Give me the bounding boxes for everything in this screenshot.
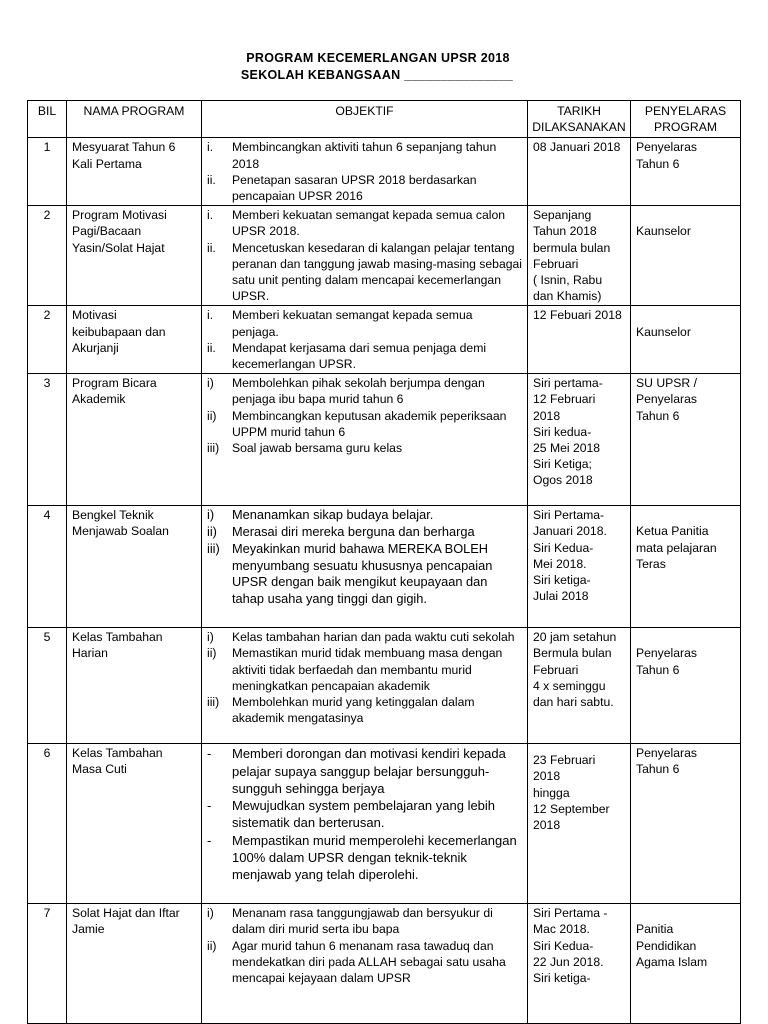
row-objektif [202, 206, 528, 306]
objective-item [207, 745, 522, 797]
objective-item [207, 440, 522, 456]
row-nama-program: Program Motivasi Pagi/Bacaan Yasin/Solat Hajat [67, 206, 202, 306]
objective-text: Menanam rasa tanggungjawab dan bersyukur di dalam diri murid serta ibu bapa [232, 906, 493, 937]
objective-marker: - [207, 798, 212, 814]
table-row [28, 306, 741, 374]
objective-item [207, 507, 522, 524]
objective-item [207, 307, 522, 339]
row-bil: 7 [28, 904, 67, 1024]
row-nama-program: Kelas Tambahan Masa Cuti [67, 744, 202, 904]
objective-item [207, 797, 522, 832]
table-row [28, 506, 741, 628]
row-objektif [202, 904, 528, 1024]
row-penyelaras: Penyelaras Tahun 6 [631, 138, 741, 206]
row-bil: 1 [28, 138, 67, 206]
objective-item [207, 541, 522, 608]
objective-list [207, 139, 522, 204]
objective-text: Agar murid tahun 6 menanam rasa tawaduq dan mendekatkan diri pada ALLAH sebagai satu usaha mencapai kejayaan dalam UPSR [232, 938, 506, 986]
document-subtitle: SEKOLAH KEBANGSAAN _______________ [240, 68, 514, 82]
col-header-objektif: OBJEKTIF [202, 101, 528, 138]
objective-item [207, 340, 522, 372]
objective-text: Meyakinkan murid bahawa MEREKA BOLEH menyumbang sesuatu khususnya pencapaian UPSR dengan baik mengikut keupayaan dan tahap usaha yang tinggi dan gigih. [232, 540, 493, 607]
objective-list [207, 307, 522, 372]
col-header-bil: BIL [28, 101, 67, 138]
row-bil: 6 [28, 744, 67, 904]
objective-marker: ii) [207, 408, 217, 423]
row-penyelaras: SU UPSR / Penyelaras Tahun 6 [631, 374, 741, 506]
row-objektif [202, 744, 528, 904]
objective-marker: iii) [207, 441, 220, 456]
row-penyelaras: Kaunselor [631, 306, 741, 374]
objective-item [207, 832, 522, 884]
col-header-penyelaras: PENYELARAS PROGRAM [631, 101, 741, 138]
objective-marker: ii) [207, 646, 217, 661]
objective-text: Memastikan murid tidak membuang masa dengan aktiviti tidak berfaedah dan membantu murid meningkatkan pencapaian akademik [232, 646, 503, 693]
table-row [28, 628, 741, 744]
objective-item [207, 694, 522, 726]
row-penyelaras: Kaunselor [631, 206, 741, 306]
row-objektif [202, 374, 528, 506]
objective-text: Kelas tambahan harian dan pada waktu cuti sekolah [232, 630, 515, 645]
table-row [28, 744, 741, 904]
objective-list [207, 745, 522, 883]
program-table [27, 100, 741, 1024]
objective-text: Penetapan sasaran UPSR 2018 berdasarkan pencapaian UPSR 2016 [232, 172, 477, 204]
objective-marker: ii. [207, 340, 216, 355]
row-tarikh: Sepanjang Tahun 2018 bermula bulan Februari ( Isnin, Rabu dan Khamis) [528, 206, 631, 306]
objective-item [207, 408, 522, 440]
objective-item [207, 172, 522, 204]
objective-list [207, 375, 522, 456]
objective-text: Membolehkan pihak sekolah berjumpa dengan penjaga ibu bapa murid tahun 6 [232, 376, 485, 407]
document-title: PROGRAM KECEMERLANGAN UPSR 2018 [246, 51, 510, 65]
objective-text: Memberi kekuatan semangat kepada semua calon UPSR 2018. [232, 208, 506, 239]
row-penyelaras: Penyelaras Tahun 6 [631, 628, 741, 744]
row-penyelaras: Panitia Pendidikan Agama Islam [631, 904, 741, 1024]
row-tarikh: 08 Januari 2018 [528, 138, 631, 206]
objective-marker: i. [207, 140, 214, 155]
row-penyelaras: Penyelaras Tahun 6 [631, 744, 741, 904]
objective-marker: - [207, 746, 212, 762]
objective-item [207, 375, 522, 407]
objective-marker: ii) [207, 524, 217, 540]
objective-item [207, 938, 522, 987]
row-penyelaras: Ketua Panitia mata pelajaran Teras [631, 506, 741, 628]
objective-text: Membincangkan aktiviti tahun 6 sepanjang tahun 2018 [232, 140, 497, 171]
document-header [0, 50, 768, 84]
row-objektif [202, 138, 528, 206]
row-objektif [202, 506, 528, 628]
row-objektif [202, 628, 528, 744]
objective-text: Mempastikan murid memperolehi kecemerlangan 100% dalam UPSR dengan teknik-teknik menjawab yang telah diperolehi. [232, 832, 517, 883]
row-nama-program: Kelas Tambahan Harian [67, 628, 202, 744]
objective-item [207, 524, 522, 541]
row-tarikh: 23 Februari 2018 hingga 12 September 2018 [528, 744, 631, 904]
table-row [28, 374, 741, 506]
table-row [28, 904, 741, 1024]
objective-text: Mencetuskan kesedaran di kalangan pelajar tentang peranan dan tanggung jawab masing-masing sebagai satu unit penting dalam mencapai kecemerlangan UPSR. [232, 240, 522, 304]
row-nama-program: Solat Hajat dan Iftar Jamie [67, 904, 202, 1024]
row-bil: 4 [28, 506, 67, 628]
objective-marker: ii. [207, 240, 216, 255]
objective-text: Mewujudkan system pembelajaran yang lebih sistematik dan berterusan. [232, 798, 496, 831]
table-row [28, 206, 741, 306]
objective-text: Mendapat kerjasama dari semua penjaga demi kecemerlangan UPSR. [232, 340, 487, 372]
row-bil: 5 [28, 628, 67, 744]
row-tarikh: 20 jam setahun Bermula bulan Februari 4 x seminggu dan hari sabtu. [528, 628, 631, 744]
objective-item [207, 629, 522, 645]
table-header-row [28, 101, 741, 138]
objective-marker: i. [207, 308, 214, 323]
objective-marker: i) [207, 906, 214, 921]
objective-text: Merasai diri mereka berguna dan berharga [232, 524, 475, 540]
objective-list [207, 905, 522, 986]
objective-marker: - [207, 832, 212, 848]
col-header-tarikh: TARIKH DILAKSANAKAN [528, 101, 631, 138]
objective-list [207, 207, 522, 304]
objective-text: Memberi dorongan dan motivasi kendiri kepada pelajar supaya sanggup belajar bersungguh-sungguh sehingga berjaya [232, 746, 506, 796]
row-objektif [202, 306, 528, 374]
objective-text: Membolehkan murid yang ketinggalan dalam akademik mengatasinya [232, 695, 475, 726]
objective-text: Membincangkan keputusan akademik peperiksaan UPPM murid tahun 6 [232, 408, 507, 439]
objective-marker: iii) [207, 540, 220, 556]
row-nama-program: Program Bicara Akademik [67, 374, 202, 506]
objective-item [207, 905, 522, 937]
objective-list [207, 629, 522, 726]
row-bil: 3 [28, 374, 67, 506]
objective-item [207, 240, 522, 305]
objective-text: Menanamkan sikap budaya belajar. [232, 507, 434, 523]
row-tarikh: Siri Pertama- Januari 2018. Siri Kedua- Mei 2018. Siri ketiga- Julai 2018 [528, 506, 631, 628]
objective-marker: ii) [207, 938, 217, 953]
objective-marker: ii. [207, 172, 216, 187]
row-nama-program: Motivasi keibubapaan dan Akurjanji [67, 306, 202, 374]
row-tarikh: 12 Febuari 2018 [528, 306, 631, 374]
table-row [28, 138, 741, 206]
objective-marker: iii) [207, 695, 220, 710]
objective-item [207, 207, 522, 239]
row-tarikh: Siri pertama- 12 Februari 2018 Siri kedua- 25 Mei 2018 Siri Ketiga; Ogos 2018 [528, 374, 631, 506]
objective-text: Memberi kekuatan semangat kepada semua penjaga. [232, 308, 473, 339]
row-bil: 2 [28, 206, 67, 306]
objective-item [207, 645, 522, 694]
objective-marker: i) [207, 507, 215, 523]
objective-marker: i. [207, 208, 214, 223]
objective-text: Soal jawab bersama guru kelas [232, 441, 403, 456]
row-nama-program: Bengkel Teknik Menjawab Soalan [67, 506, 202, 628]
objective-marker: i) [207, 630, 214, 645]
objective-marker: i) [207, 376, 214, 391]
row-nama-program: Mesyuarat Tahun 6 Kali Pertama [67, 138, 202, 206]
col-header-nama-program: NAMA PROGRAM [67, 101, 202, 138]
row-bil: 2 [28, 306, 67, 374]
objective-item [207, 139, 522, 171]
row-tarikh: Siri Pertama - Mac 2018. Siri Kedua- 22 Jun 2018. Siri ketiga- [528, 904, 631, 1024]
objective-list [207, 507, 522, 608]
